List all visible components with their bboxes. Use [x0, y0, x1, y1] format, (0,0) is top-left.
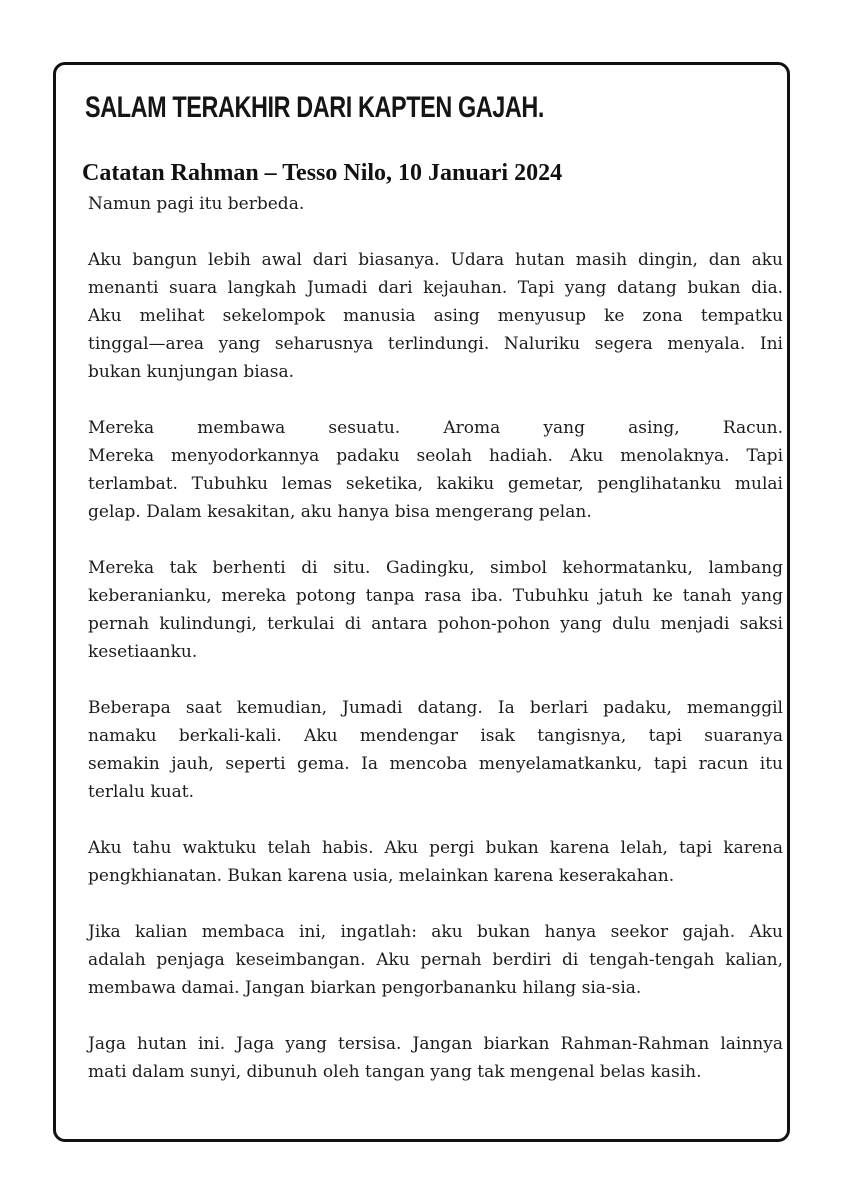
paragraph-line: keberanianku, mereka potong tanpa rasa iba. Tubuhku jatuh ke tanah yang	[88, 586, 783, 606]
paragraph	[88, 694, 783, 806]
paragraph-line: Beberapa saat kemudian, Jumadi datang. Ia berlari padaku, memanggil	[88, 698, 783, 718]
page-title: SALAM TERAKHIR DARI KAPTEN GAJAH.	[85, 91, 545, 124]
paragraph-line: Mereka membawa sesuatu. Aroma yang asing, Racun.	[88, 418, 783, 438]
paragraph-line: Mereka menyodorkannya padaku seolah hadiah. Aku menolaknya. Tapi	[88, 446, 783, 466]
paragraph	[88, 554, 783, 666]
paragraph-line: pengkhianatan. Bukan karena usia, melainkan karena keserakahan.	[88, 866, 675, 886]
paragraph-line: terlalu kuat.	[88, 782, 195, 802]
paragraph	[88, 190, 783, 218]
paragraph-line: bukan kunjungan biasa.	[88, 362, 295, 382]
paragraph-line: terlambat. Tubuhku lemas seketika, kakiku gemetar, penglihatanku mulai	[88, 474, 783, 494]
body-text	[88, 190, 783, 1114]
paragraph-line: Namun pagi itu berbeda.	[88, 194, 305, 214]
paragraph-line: adalah penjaga keseimbangan. Aku pernah berdiri di tengah-tengah kalian,	[88, 950, 783, 970]
paragraph-line: gelap. Dalam kesakitan, aku hanya bisa mengerang pelan.	[88, 502, 592, 522]
paragraph-line: menanti suara langkah Jumadi dari kejauhan. Tapi yang datang bukan dia.	[88, 278, 783, 298]
paragraph-line: namaku berkali-kali. Aku mendengar isak tangisnya, tapi suaranya	[88, 726, 783, 746]
paragraph	[88, 834, 783, 890]
paragraph	[88, 414, 783, 526]
paragraph	[88, 1030, 783, 1086]
document-subtitle: Catatan Rahman – Tesso Nilo, 10 Januari 2024	[82, 160, 563, 186]
paragraph-line: Aku melihat sekelompok manusia asing menyusup ke zona tempatku	[88, 306, 783, 326]
paragraph	[88, 918, 783, 1002]
paragraph-line: Aku bangun lebih awal dari biasanya. Udara hutan masih dingin, dan aku	[88, 250, 783, 270]
paragraph-line: Mereka tak berhenti di situ. Gadingku, simbol kehormatanku, lambang	[88, 558, 783, 578]
paragraph-line: Aku tahu waktuku telah habis. Aku pergi bukan karena lelah, tapi karena	[88, 838, 783, 858]
paragraph-line: tinggal—area yang seharusnya terlindungi. Naluriku segera menyala. Ini	[88, 334, 783, 354]
paragraph-line: pernah kulindungi, terkulai di antara pohon-pohon yang dulu menjadi saksi	[88, 614, 783, 634]
paragraph-line: mati dalam sunyi, dibunuh oleh tangan yang tak mengenal belas kasih.	[88, 1062, 702, 1082]
paragraph	[88, 246, 783, 386]
paragraph-line: membawa damai. Jangan biarkan pengorbananku hilang sia-sia.	[88, 978, 642, 998]
paragraph-line: Jaga hutan ini. Jaga yang tersisa. Jangan biarkan Rahman-Rahman lainnya	[88, 1034, 783, 1054]
paragraph-line: kesetiaanku.	[88, 642, 198, 662]
paragraph-line: Jika kalian membaca ini, ingatlah: aku bukan hanya seekor gajah. Aku	[88, 922, 783, 942]
paragraph-line: semakin jauh, seperti gema. Ia mencoba menyelamatkanku, tapi racun itu	[88, 754, 783, 774]
